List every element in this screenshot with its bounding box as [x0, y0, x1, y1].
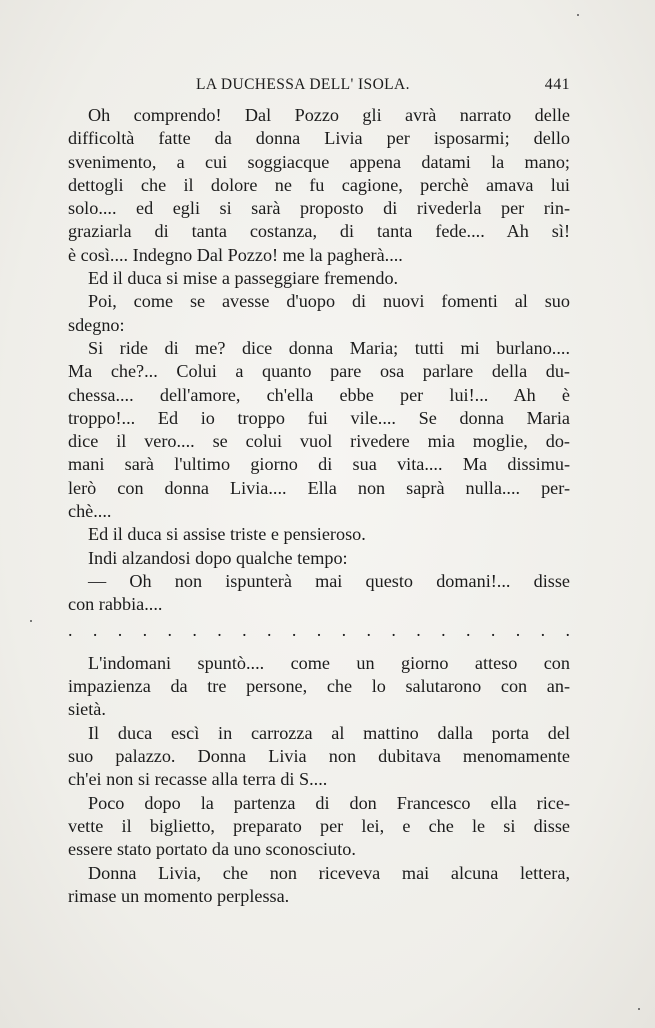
text-line: graziarla di tanta costanza, di tanta fede.... Ah sì! — [68, 221, 570, 242]
text-line: chessa.... dell'amore, ch'ella ebbe per lui!... Ah è — [68, 384, 570, 405]
text-section-2 — [68, 652, 570, 908]
text-line: Oh comprendo! Dal Pozzo gli avrà narrato delle — [88, 105, 570, 125]
text-line: L'indomani spuntò.... come un giorno atteso con — [88, 652, 570, 673]
text-line: sdegno: — [68, 314, 125, 335]
text-line: Ed il duca si assise triste e pensieroso. — [88, 524, 366, 545]
section-gap — [68, 640, 570, 652]
text-line: — Oh non ispunterà mai questo domani!... disse — [88, 570, 570, 591]
text-line: Donna Livia, che non riceveva mai alcuna lettera, — [88, 862, 570, 883]
page-number: 441 — [544, 76, 570, 93]
text-line: dice il vero.... se colui vuol rivedere mia moglie, do- — [68, 431, 570, 452]
text-line: Poi, come se avesse d'uopo di nuovi fomenti al suo — [88, 291, 570, 312]
body-text — [68, 104, 570, 908]
text-line: dettogli che il dolore ne fu cagione, perchè amava lui — [68, 174, 570, 195]
running-title: LA DUCHESSA DELL' ISOLA. — [196, 76, 410, 93]
text-line: difficoltà fatte da donna Livia per isposarmi; dello — [68, 128, 570, 149]
paper-speck — [577, 14, 579, 16]
separator-dots: . . . . . . . . . . . . . . . . . . . . . — [68, 619, 570, 640]
text-line: rimase un momento perplessa. — [68, 885, 290, 906]
text-line: lerò con donna Livia.... Ella non saprà nulla.... per- — [68, 477, 570, 498]
text-line: essere stato portato da uno sconosciuto. — [68, 839, 356, 860]
paper-speck — [638, 1008, 640, 1010]
text-line: Si ride di me? dice donna Maria; tutti mi burlano.... — [88, 337, 570, 358]
text-line: vette il biglietto, preparato per lei, e che le si disse — [68, 815, 570, 836]
text-line: chè.... — [68, 501, 112, 522]
text-section-1 — [68, 104, 570, 617]
text-line: con rabbia.... — [68, 594, 163, 615]
paper-speck — [30, 620, 32, 622]
text-line: ch'ei non si recasse alla terra di S.... — [68, 769, 328, 790]
text-line: svenimento, a cui soggiacque appena datami la mano; — [68, 151, 570, 172]
text-line: sietà. — [68, 699, 106, 720]
text-line: troppo!... Ed io troppo fui vile.... Se donna Maria — [68, 407, 570, 428]
text-line: suo palazzo. Donna Livia non dubitava menomamente — [68, 746, 570, 767]
text-line: mani sarà l'ultimo giorno di sua vita.... Ma dissimu- — [68, 454, 570, 475]
text-line: Il duca escì in carrozza al mattino dalla porta del — [88, 722, 570, 743]
text-line: Poco dopo la partenza di don Francesco ella rice- — [88, 792, 570, 813]
running-head — [68, 76, 570, 98]
text-line: Ed il duca si mise a passeggiare fremendo. — [88, 268, 399, 289]
text-line: è così.... Indegno Dal Pozzo! me la pagherà.... — [68, 244, 403, 265]
section-separator — [68, 617, 570, 640]
text-line: Ma che?... Colui a quanto pare osa parlare della du- — [68, 361, 570, 382]
text-line: impazienza da tre persone, che lo salutarono con an- — [68, 676, 570, 697]
text-line: solo.... ed egli si sarà proposto di rivederla per rin- — [68, 198, 570, 219]
text-line: Indi alzandosi dopo qualche tempo: — [88, 547, 348, 568]
